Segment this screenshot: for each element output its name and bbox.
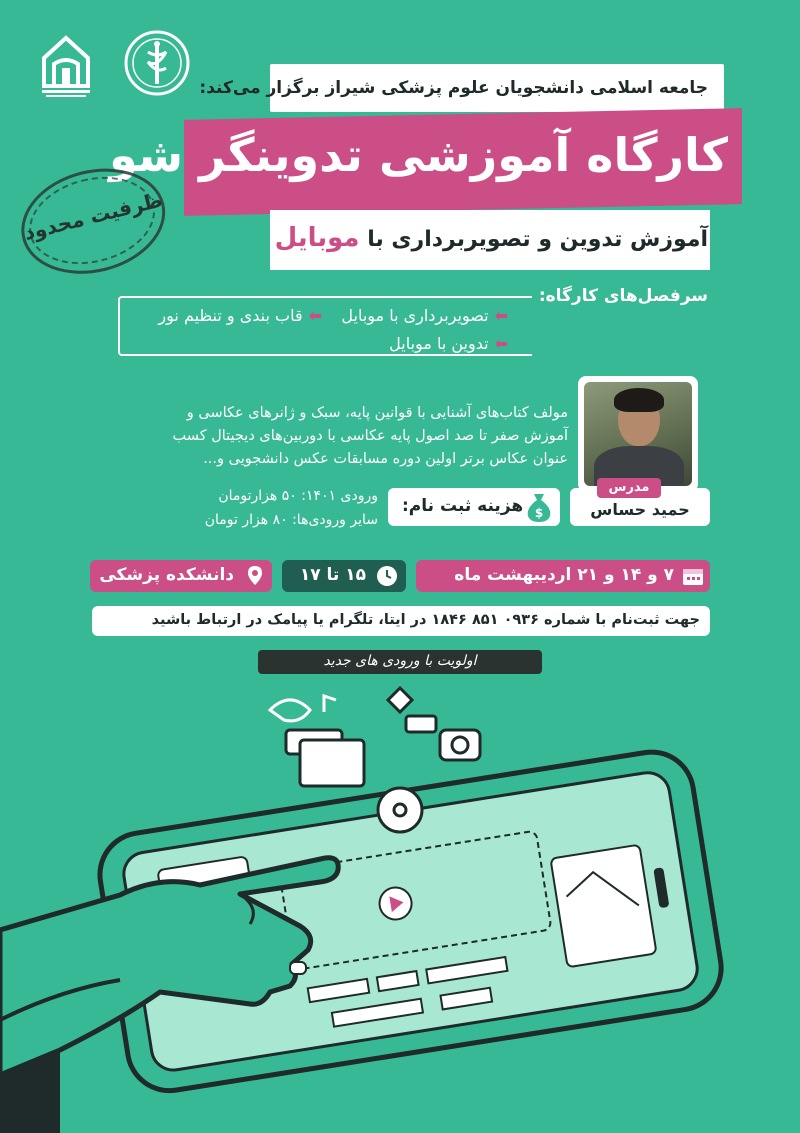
phone-hand-illustration — [0, 680, 800, 1133]
location-pin-icon — [244, 564, 266, 588]
limited-capacity-stamp — [10, 154, 178, 287]
time-text: ۱۵ تا ۱۷ — [299, 565, 366, 585]
fee-label: هزینه ثبت نام: — [402, 496, 524, 516]
calendar-icon — [682, 566, 704, 586]
teacher-bio: مولف کتاب‌های آشنایی با قوانین پایه، سبک و ژانرهای عکاسی و آموزش صفر تا صد اصول پایه عکاسی با دوربین‌های دیجیتال کسب عنوان عکاس برتر اولین دوره مسابقات عکس دانشجویی و... — [172, 405, 568, 467]
svg-text:$: $ — [534, 506, 544, 520]
arrow-left-icon: ⬅ — [494, 334, 508, 353]
subtitle — [275, 223, 708, 253]
money-bag-icon — [524, 490, 554, 524]
fee-line-1: ورودی ۱۴۰۱: ۵۰ هزارتومان — [218, 488, 378, 504]
place-text: دانشکده پزشکی — [99, 565, 234, 585]
topic-item: ⬅تدوین با موبایل — [389, 334, 508, 353]
teacher-photo — [578, 376, 698, 492]
organizer-text: جامعه اسلامی دانشجویان علوم پزشکی شیراز برگزار می‌کند: — [199, 78, 708, 98]
topics-label: سرفصل‌های کارگاه: — [538, 286, 708, 306]
register-text: جهت ثبت‌نام با شماره ۰۹۳۶ ۸۵۱ ۱۸۴۶ در ایتا، تلگرام یا پیامک در ارتباط باشید — [151, 612, 700, 628]
date-text: ۷ و ۱۴ و ۲۱ اردیبهشت ماه — [454, 565, 674, 585]
subtitle-accent: موبایل — [274, 223, 360, 253]
arrow-left-icon: ⬅ — [308, 306, 322, 325]
teacher-name: حمید حساس — [590, 500, 690, 519]
stamp-text: ظرفیت محدود — [21, 187, 165, 245]
topic-item: ⬅قاب بندی و تنظیم نور — [158, 306, 322, 325]
medical-sciences-logo-icon — [122, 28, 192, 98]
teacher-role: مدرس — [608, 480, 650, 495]
fee-line-2: سایر ورودی‌ها: ۸۰ هزار تومان — [204, 512, 378, 528]
university-logo-icon — [36, 28, 96, 100]
arrow-left-icon: ⬅ — [494, 306, 508, 325]
subtitle-main: آموزش تدوین و تصویربرداری با — [367, 227, 708, 252]
page-title: کارگاه آموزشی تدوینگر شو — [108, 128, 728, 182]
priority-text: اولویت با ورودی های جدید — [323, 653, 477, 669]
clock-icon — [376, 565, 398, 587]
topic-item: ⬅تصویربرداری با موبایل — [341, 306, 508, 325]
